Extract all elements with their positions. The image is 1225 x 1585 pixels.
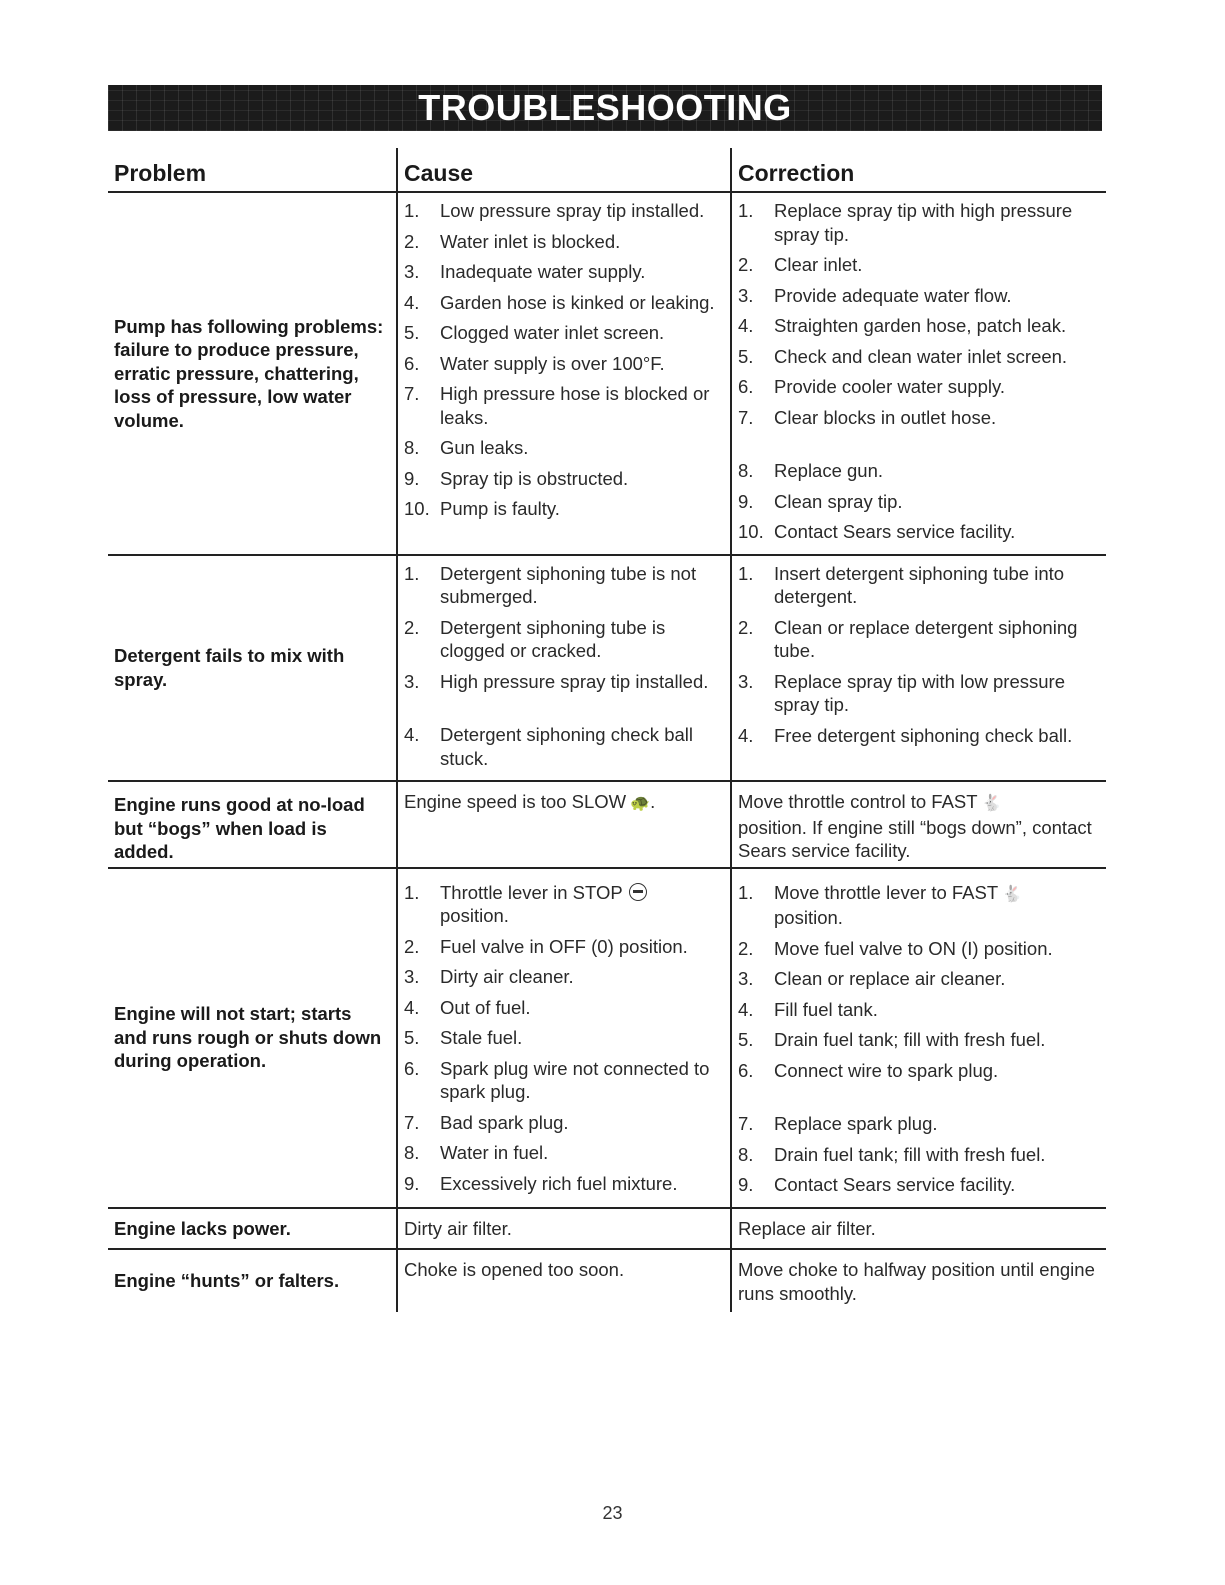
table-row: [108, 868, 1106, 1208]
list-item: 5. Check and clean water inlet screen.: [738, 345, 1068, 367]
problem-text: Engine “hunts” or falters.: [114, 1270, 340, 1291]
list-item: 1. Low pressure spray tip installed.: [404, 200, 705, 221]
list-item: 5. Clogged water inlet screen.: [404, 322, 665, 343]
cause-list: [398, 869, 730, 1206]
list-item: 7. Clear blocks in outlet hose.: [738, 406, 997, 428]
list-item: 4. Garden hose is kinked or leaking.: [404, 291, 715, 313]
stop-icon: [629, 883, 647, 901]
list-item: 3. Provide adequate water flow.: [738, 284, 1012, 306]
list-item: 9. Clean spray tip.: [738, 490, 903, 512]
cause-header: Cause: [397, 148, 731, 192]
turtle-icon: 🐢: [630, 795, 651, 812]
problem-text: Pump has following problems: failure to produce pressure, erratic pressure, chattering, loss of pressure, low water volume.: [114, 315, 384, 431]
table-row: [108, 1208, 1106, 1250]
list-item: 2. Water inlet is blocked.: [404, 230, 621, 252]
list-item: 7. Bad spark plug.: [404, 1111, 569, 1133]
table-header-row: [108, 148, 1106, 192]
list-item: 1. Move throttle lever to FAST 🐇 position.: [738, 881, 1023, 928]
rabbit-icon: 🐇: [1002, 885, 1023, 903]
list-item: 5. Stale fuel.: [404, 1027, 523, 1048]
rabbit-icon: 🐇: [981, 795, 1002, 812]
table-row: [108, 781, 1106, 868]
list-item: 2. Clear inlet.: [738, 254, 863, 275]
problem-header: Problem: [108, 148, 397, 192]
list-item: 4. Out of fuel.: [404, 996, 531, 1018]
problem-text: Engine runs good at no-load but “bogs” when load is added.: [114, 794, 365, 862]
list-item: 2. Detergent siphoning tube is clogged or cracked.: [404, 616, 666, 661]
cause-text: Choke is opened too soon.: [404, 1259, 625, 1280]
correction-text: Move throttle control to FAST 🐇 position. If engine still “bogs down”, contact Sears service facility.: [738, 791, 1092, 861]
table-row: [108, 192, 1106, 555]
list-item: 8. Drain fuel tank; fill with fresh fuel.: [738, 1143, 1046, 1165]
list-item: 8. Replace gun.: [738, 460, 884, 481]
list-item: 1. Detergent siphoning tube is not submerged.: [404, 562, 697, 607]
list-item: 5. Drain fuel tank; fill with fresh fuel.: [738, 1029, 1046, 1050]
correction-list: [732, 193, 1106, 554]
list-item: 2. Move fuel valve to ON (I) position.: [738, 937, 1053, 959]
list-item: 9. Excessively rich fuel mixture.: [404, 1172, 678, 1194]
list-item: 1. Replace spray tip with high pressure spray tip.: [738, 200, 1073, 245]
problem-text: Detergent fails to mix with spray.: [114, 645, 345, 690]
list-item: 6. Connect wire to spark plug.: [738, 1059, 999, 1081]
list-item: 7. High pressure hose is blocked or leaks.: [404, 383, 710, 428]
table-row: [108, 1249, 1106, 1312]
list-item: 3. Inadequate water supply.: [404, 261, 646, 282]
list-item: 9. Spray tip is obstructed.: [404, 467, 629, 489]
banner-title: TROUBLESHOOTING: [418, 87, 792, 128]
list-item: 9. Contact Sears service facility.: [738, 1174, 1016, 1195]
list-item: 4. Fill fuel tank.: [738, 998, 878, 1020]
list-item: 3. Dirty air cleaner.: [404, 966, 574, 987]
list-item: 3. High pressure spray tip installed.: [404, 670, 709, 692]
list-item: 8. Gun leaks.: [404, 437, 529, 458]
list-item: 7. Replace spark plug.: [738, 1113, 938, 1134]
cause-text: Engine speed is too SLOW 🐢.: [404, 791, 656, 812]
list-item: 6. Provide cooler water supply.: [738, 376, 1006, 397]
cause-list: [398, 556, 730, 781]
correction-text: Move choke to halfway position until engine runs smoothly.: [738, 1259, 1095, 1304]
problem-text: Engine will not start; starts and runs rough or shuts down during operation.: [114, 1003, 382, 1072]
correction-header: Correction: [731, 148, 1106, 192]
list-item: 10. Contact Sears service facility.: [738, 521, 1016, 542]
list-item: 1. Throttle lever in STOP position.: [398, 881, 730, 928]
list-item: 2. Clean or replace detergent siphoning tube.: [738, 616, 1078, 661]
list-item: 6. Spark plug wire not connected to spark plug.: [404, 1057, 710, 1102]
problem-text: Engine lacks power.: [114, 1217, 291, 1239]
list-item: 4. Straighten garden hose, patch leak.: [738, 315, 1067, 336]
list-item: 4. Free detergent siphoning check ball.: [738, 724, 1073, 746]
list-item: 3. Clean or replace air cleaner.: [738, 968, 1006, 989]
troubleshooting-banner: [108, 85, 1102, 131]
cause-text: Dirty air filter.: [404, 1217, 512, 1239]
correction-text: Replace air filter.: [738, 1217, 876, 1239]
page-number: 23: [602, 1503, 623, 1523]
correction-list: [732, 869, 1106, 1207]
list-item: 6. Water supply is over 100°F.: [404, 352, 665, 374]
troubleshooting-table: [108, 148, 1106, 1312]
list-item: 2. Fuel valve in OFF (0) position.: [404, 935, 688, 957]
cause-list: [398, 193, 730, 531]
list-item: 4. Detergent siphoning check ball stuck.: [404, 724, 693, 769]
list-item: 10. Pump is faulty.: [404, 498, 560, 519]
correction-list: [732, 556, 1106, 758]
list-item: 8. Water in fuel.: [404, 1142, 549, 1163]
table-row: [108, 555, 1106, 782]
list-item: 1. Insert detergent siphoning tube into detergent.: [738, 562, 1065, 607]
list-item: 3. Replace spray tip with low pressure spray tip.: [738, 670, 1065, 715]
